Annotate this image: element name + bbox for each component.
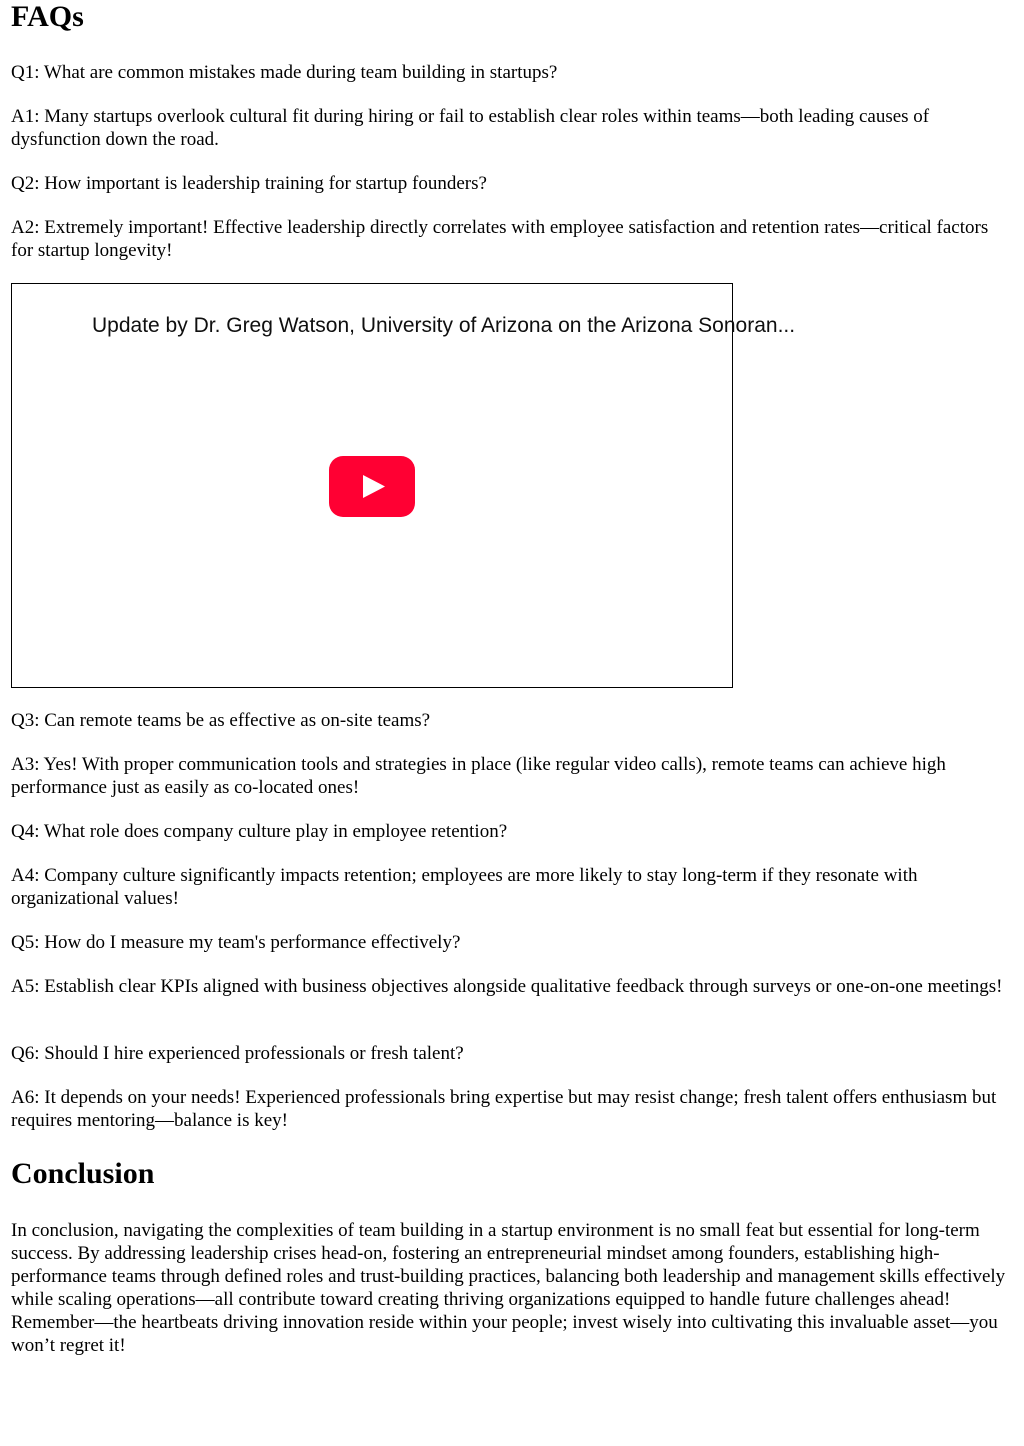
faq-question	[11, 709, 1014, 732]
faq-answer	[11, 753, 1014, 799]
faq-heading: FAQs	[11, 0, 84, 33]
faq-question-text: Q4: What role does company culture play in employee retention?	[11, 821, 508, 842]
faq-question	[11, 820, 1014, 843]
faq-answer-text: A6: It depends on your needs! Experienced professionals bring expertise but may resist change; fresh talent offers enthusiasm but requires mentoring—balance is key!	[11, 1087, 997, 1131]
faq-question-text: Q3: Can remote teams be as effective as on-site teams?	[11, 710, 431, 731]
faq-answer-text: A3: Yes! With proper communication tools and strategies in place (like regular video calls), remote teams can achieve high performance just as easily as co-located ones!	[11, 754, 946, 798]
faq-question-text: Q1: What are common mistakes made during team building in startups?	[11, 62, 558, 83]
faq-answer-text: A5: Establish clear KPIs aligned with business objectives alongside qualitative feedback through surveys or one-on-one meetings!	[11, 976, 1003, 997]
faq-answer-text: A2: Extremely important! Effective leadership directly correlates with employee satisfaction and retention rates—critical factors for startup longevity!	[11, 217, 989, 261]
faq-question-text: Q5: How do I measure my team's performance effectively?	[11, 932, 461, 953]
play-icon	[329, 456, 415, 517]
faq-answer	[11, 975, 1014, 998]
play-button[interactable]	[329, 456, 415, 517]
video-title[interactable]: Update by Dr. Greg Watson, University of Arizona on the Arizona Sonoran...	[92, 314, 796, 337]
video-embed[interactable]	[11, 283, 796, 688]
faq-question	[11, 61, 1014, 84]
faq-question-text: Q2: How important is leadership training for startup founders?	[11, 173, 487, 194]
conclusion-heading: Conclusion	[11, 1157, 155, 1190]
faq-question-text: Q6: Should I hire experienced professionals or fresh talent?	[11, 1043, 464, 1064]
faq-question	[11, 172, 1014, 195]
faq-answer-text: A1: Many startups overlook cultural fit during hiring or fail to establish clear roles within teams—both leading causes of dysfunction down the road.	[11, 106, 930, 150]
faq-question	[11, 931, 1014, 954]
faq-answer	[11, 105, 1014, 151]
faq-answer	[11, 1086, 1014, 1132]
faq-answer	[11, 864, 1014, 910]
faq-answer-text: A4: Company culture significantly impacts retention; employees are more likely to stay long-term if they resonate with organizational values!	[11, 865, 918, 909]
conclusion-paragraph: In conclusion, navigating the complexities of team building in a startup environment is no small feat but essential for long-term success. By addressing leadership crises head-on, fostering an entrepreneurial mindset among founders, establishing high-performance teams through defined roles and trust-building practices, balancing both leadership and management skills effectively while scaling operations—all contribute toward creating thriving organizations equipped to handle future challenges ahead! Remember—the heartbeats driving innovation reside within your people; invest wisely into cultivating this invaluable asset—you won’t regret it!	[11, 1220, 1006, 1356]
faq-question	[11, 1042, 1014, 1065]
faq-answer	[11, 216, 1014, 262]
